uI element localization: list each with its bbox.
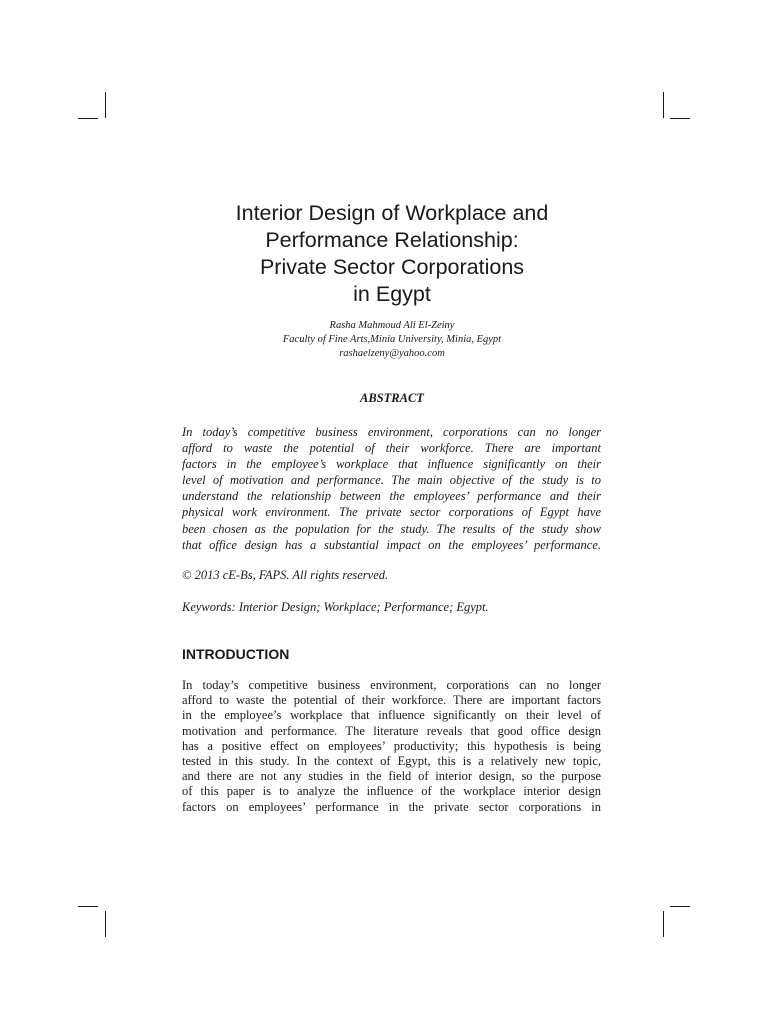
author-name: Rasha Mahmoud Ali El-Zeiny [329, 320, 455, 331]
crop-mark-top-left-horizontal [78, 118, 98, 119]
crop-mark-top-right-vertical [663, 92, 664, 118]
introduction-line: and there are not any studies in the field of interior design, so the purpose [182, 769, 601, 784]
introduction-line: of this paper is to analyze the influence of the workplace interior design [182, 784, 601, 799]
abstract-line: physical work environment. The private sector corporations of Egypt have [182, 505, 601, 520]
crop-mark-top-left-vertical [105, 92, 106, 118]
abstract-line: been chosen as the population for the study. The results of the study show [182, 521, 601, 536]
abstract-line: afford to waste the potential of their workforce. There are important [182, 441, 601, 456]
abstract-line: level of motivation and performance. The main objective of the study is to [182, 473, 601, 488]
keywords: Keywords: Interior Design; Workplace; Performance; Egypt. [182, 600, 489, 614]
introduction-heading: INTRODUCTION [182, 646, 290, 662]
title-line: Private Sector Corporations [259, 255, 525, 279]
author-affiliation: Faculty of Fine Arts,Minia University, Minia, Egypt [282, 334, 502, 345]
abstract-line: In today’s competitive business environment, corporations can no longer [182, 425, 601, 439]
crop-mark-bottom-left-horizontal [78, 906, 98, 907]
introduction-line: factors on employees’ performance in the private sector corporations in [182, 799, 601, 814]
introduction-line: In today’s competitive business environment, corporations can no longer [182, 678, 601, 692]
title-line: in Egypt [353, 282, 431, 306]
copyright-notice: © 2013 cE-Bs, FAPS. All rights reserved. [182, 568, 389, 582]
crop-mark-bottom-right-vertical [663, 911, 664, 937]
crop-mark-top-right-horizontal [670, 118, 690, 119]
introduction-line: tested in this study. In the context of Egypt, this is a relatively new topic, [182, 754, 601, 769]
abstract-line: understand the relationship between the employees’ performance and their [182, 489, 601, 504]
crop-mark-bottom-left-vertical [105, 911, 106, 937]
author-block [0, 319, 768, 361]
title-line: Performance Relationship: [265, 228, 519, 252]
introduction-line: motivation and performance. The literature reveals that good office design [182, 723, 601, 738]
introduction-line: afford to waste the potential of their workforce. There are important factors [182, 693, 601, 708]
abstract-line: that office design has a substantial impact on the employees’ performance. [182, 537, 601, 552]
abstract-line: factors in the employee’s workplace that influence significantly on their [182, 457, 601, 472]
title-line: Interior Design of Workplace and [235, 201, 549, 225]
abstract-heading: ABSTRACT [360, 391, 424, 405]
introduction-body [182, 678, 601, 815]
introduction-line: has a positive effect on employees’ productivity; this hypothesis is being [182, 738, 601, 753]
paper-title [0, 200, 768, 308]
introduction-line: in the employee’s workplace that influence significantly on their level of [182, 708, 601, 723]
crop-mark-bottom-right-horizontal [670, 906, 690, 907]
author-email: rashaelzeny@yahoo.com [339, 348, 445, 359]
abstract-body [182, 424, 601, 553]
